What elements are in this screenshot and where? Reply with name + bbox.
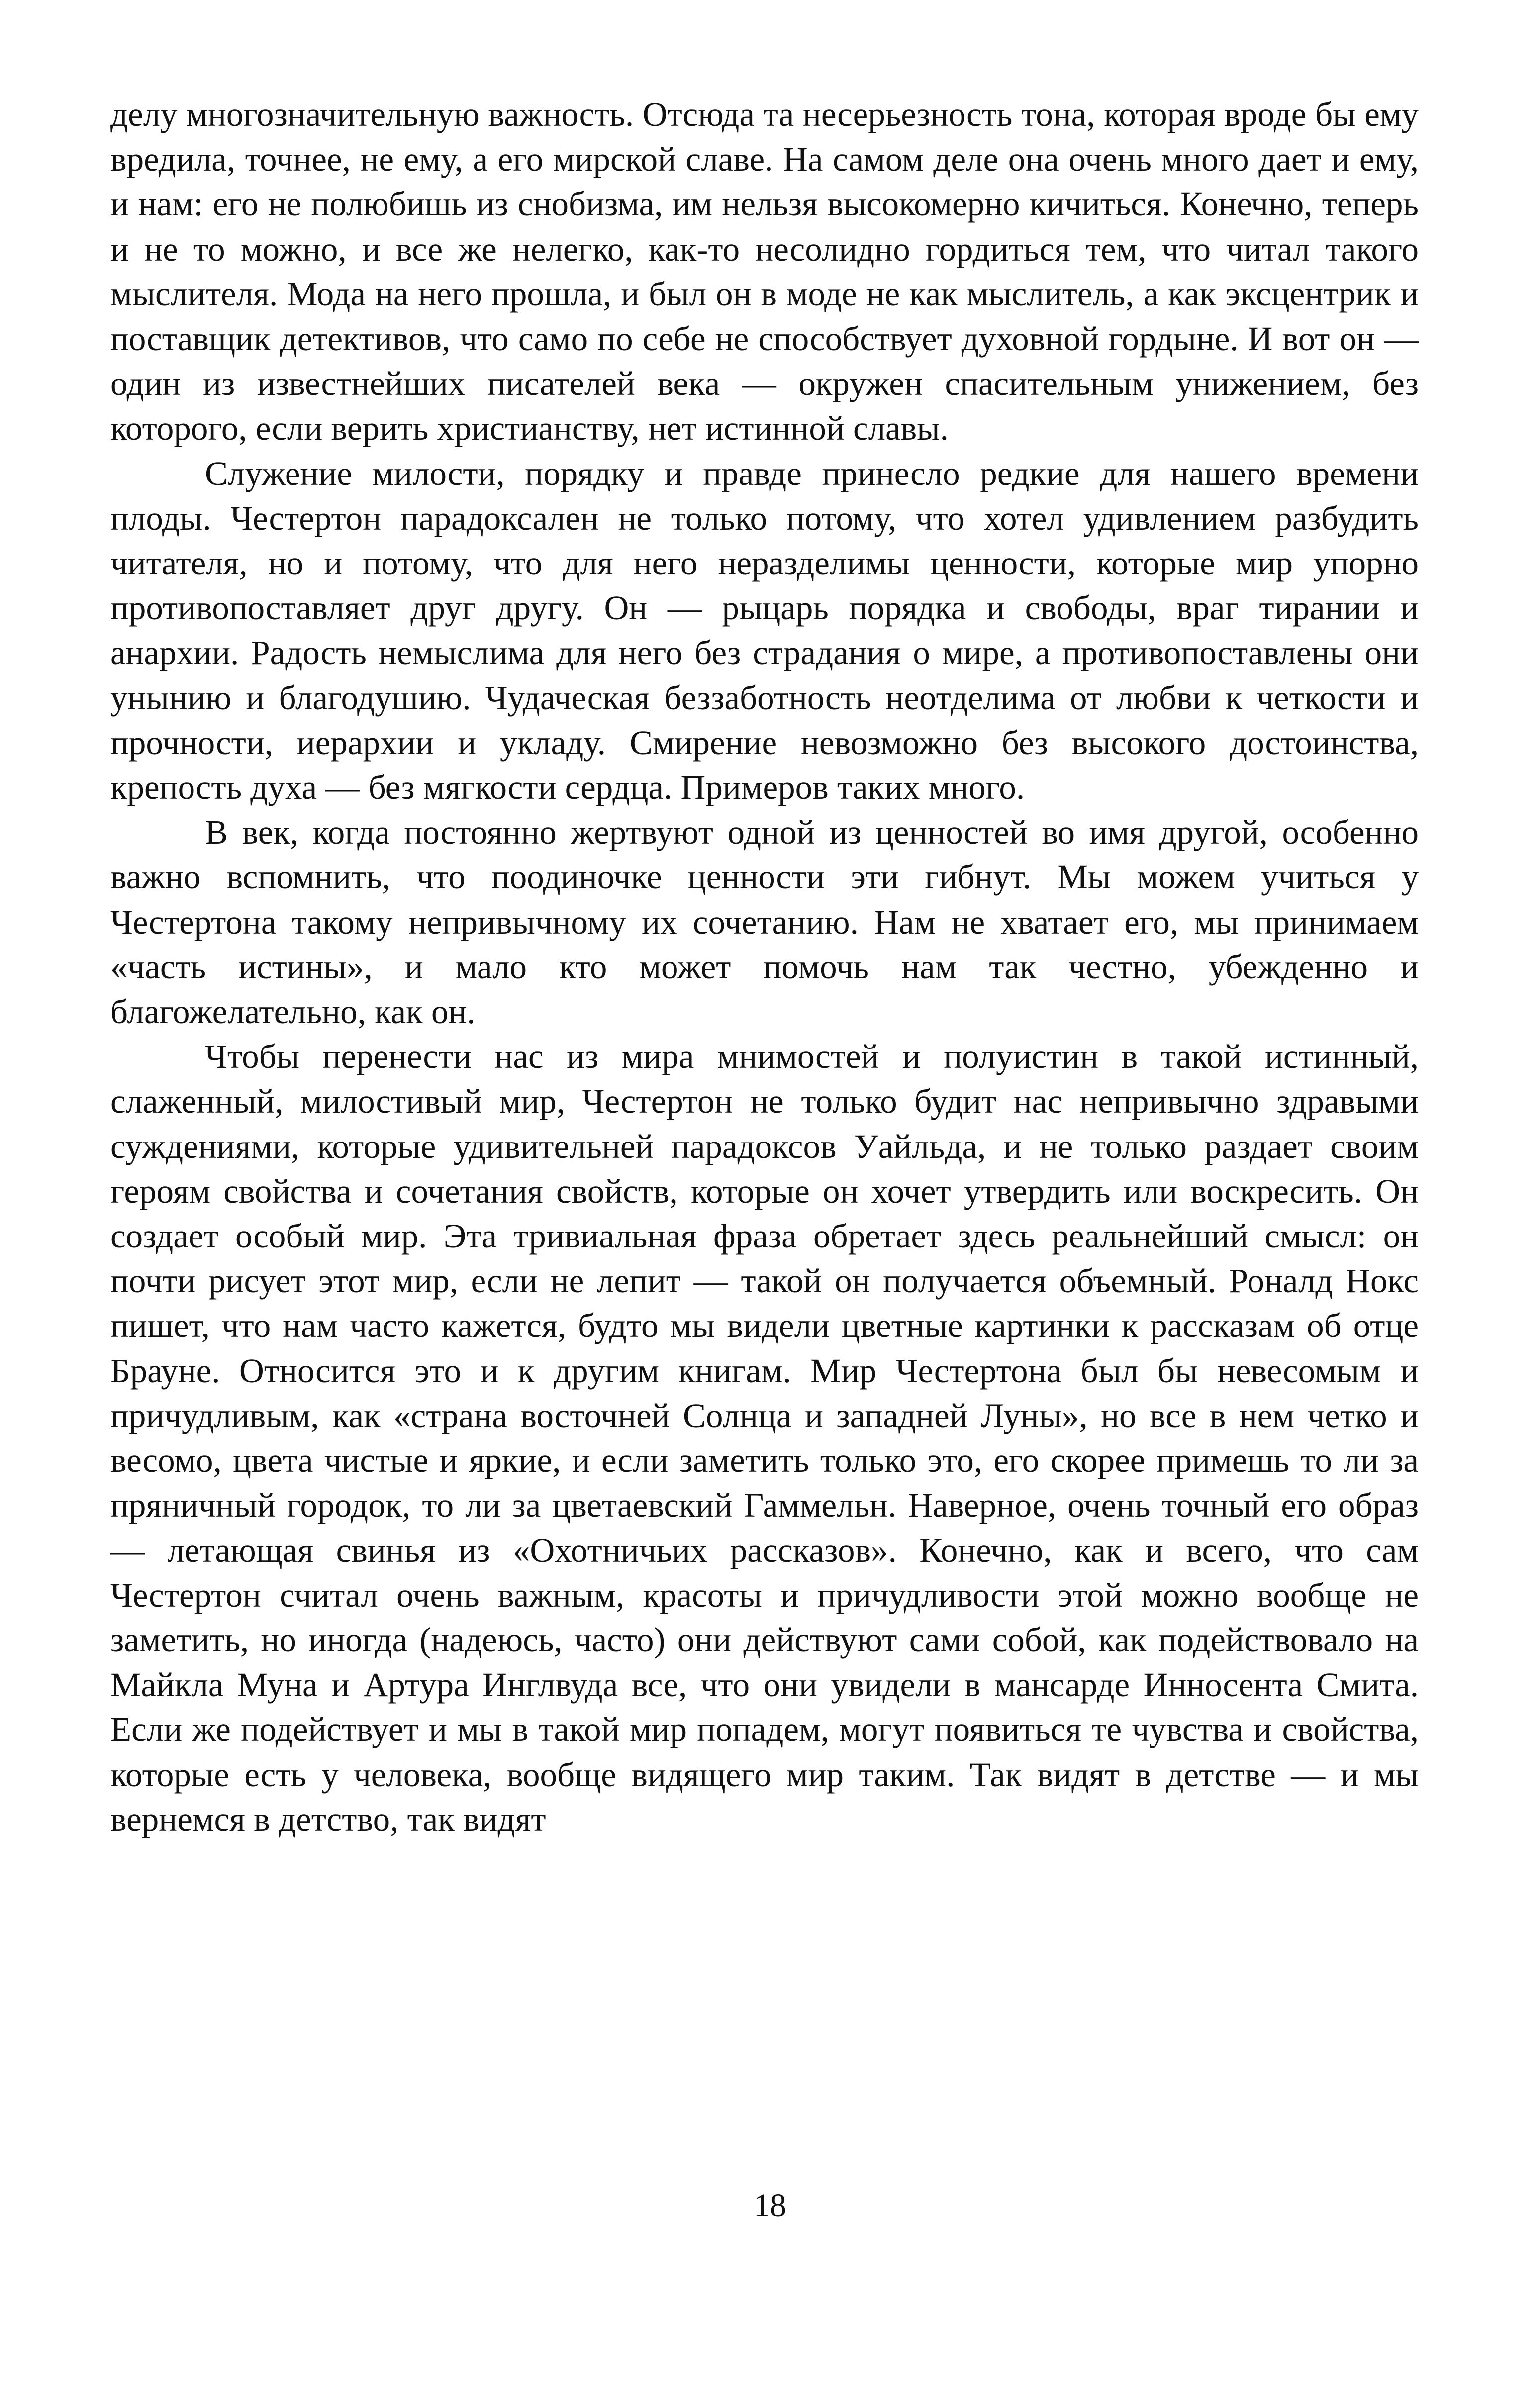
- main-text: [110, 92, 1419, 1842]
- paragraph-4: Чтобы перенести нас из мира мнимостей и полуистин в такой истинный, слаженный, милостивый мир, Честертон не только будит нас непривычно здравыми суждениями, которые удивительней парадоксов Уайльда, и не только раздает своим героям свойства и сочетания свойств, которые он хочет утвердить или воскресить. Он создает особый мир. Эта тривиальная фраза обретает здесь реальнейший смысл: он почти рисует этот мир, если не лепит — такой он получается объемный. Роналд Нокс пишет, что нам часто кажется, будто мы видели цветные картинки к рассказам об отце Брауне. Относится это и к другим книгам. Мир Честертона был бы невесомым и причудливым, как «страна восточней Солнца и западней Луны», но все в нем четко и весомо, цвета чистые и яркие, и если заметить только это, его скорее примешь то ли за пряничный городок, то ли за цветаевский Гаммельн. Наверное, очень точный его образ — летающая свинья из «Охотничьих рассказов». Конечно, как и всего, что сам Честертон считал очень важным, красоты и причудливости этой можно вообще не заметить, но иногда (надеюсь, часто) они действуют сами собой, как подействовало на Майкла Муна и Артура Инглвуда все, что они увидели в мансарде Инносента Смита. Если же подействует и мы в такой мир попадем, могут появиться те чувства и свойства, которые есть у человека, вообще видящего мир таким. Так видят в детстве — и мы вернемся в детство, так видят: [110, 1038, 1419, 1838]
- paragraph-1: делу многозначительную важность. Отсюда та несерьезность тона, которая вроде бы ему вредила, точнее, не ему, а его мирской славе. На самом деле она очень много дает и ему, и нам: его не полюбишь из снобизма, им нельзя высокомерно кичиться. Конечно, теперь и не то можно, и все же нелегко, как-то несолидно гордиться тем, что читал такого мыслителя. Мода на него прошла, и был он в моде не как мыслитель, а как эксцентрик и поставщик детективов, что само по себе не способствует духовной гордыне. И вот он — один из известнейших писателей века — окружен спасительным унижением, без которого, если верить христианству, нет истинной славы.: [110, 95, 1419, 448]
- paragraph-2: Служение милости, порядку и правде принесло редкие для нашего времени плоды. Честертон парадоксален не только потому, что хотел удивлением разбудить читателя, но и потому, что для него неразделимы ценности, которые мир упорно противопоставляет друг другу. Он — рыцарь порядка и свободы, враг тирании и анархии. Радость немыслима для него без страдания о мире, а противопоставлены они унынию и благодушию. Чудаческая беззаботность неотделима от любви к четкости и прочности, иерархии и укладу. Смирение невозможно без высокого достоинства, крепость духа — без мягкости сердца. Примеров таких много.: [110, 454, 1419, 807]
- page-number: 18: [754, 2188, 786, 2224]
- paragraph-3: В век, когда постоянно жертвуют одной из ценностей во имя другой, особенно важно вспомнить, что поодиночке ценности эти гибнут. Мы можем учиться у Честертона такому непривычному их сочетанию. Нам не хватает его, мы принимаем «часть истины», и мало кто может помочь нам так честно, убежденно и благожелательно, как он.: [110, 813, 1419, 1031]
